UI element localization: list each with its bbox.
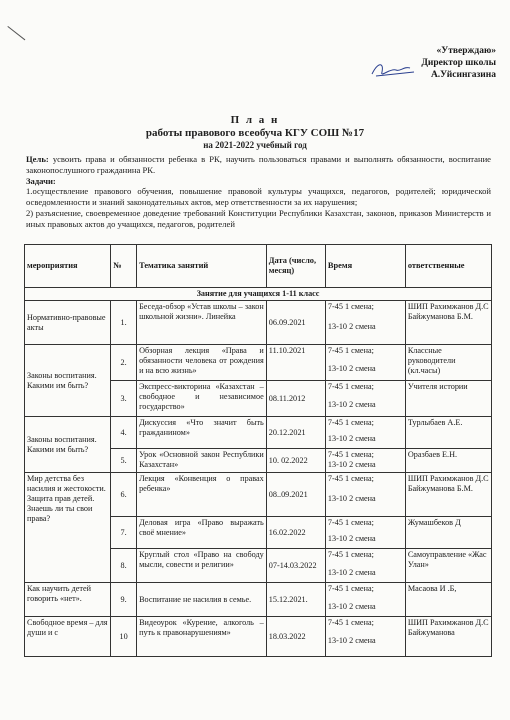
goal-label: Цель: <box>26 154 49 164</box>
row-topic: Дискуссия «Что значит быть гражданином» <box>137 417 267 449</box>
row-topic: Экспресс-викторина «Казахстан – свободное и независимое государство» <box>137 381 267 417</box>
row-time-shift1: 7-45 1 смена; <box>327 584 374 593</box>
row-number: 9. <box>111 583 137 617</box>
row-time-shift1: 7-45 1 смена; <box>327 450 374 459</box>
header-topic: Тематика занятий <box>137 245 267 288</box>
table-row <box>25 583 492 617</box>
row-number: 7. <box>111 517 137 549</box>
row-time <box>325 301 405 345</box>
row-time-shift2: 13-10 2 смена <box>327 400 376 409</box>
plan-table <box>24 244 492 657</box>
row-date: 08.11.2012 <box>266 381 325 417</box>
row-date: 07-14.03.2022 <box>266 549 325 583</box>
header-date: Дата (число, месяц) <box>266 245 325 288</box>
row-responsible: Учителя истории <box>405 381 491 417</box>
goal-text: усвоить права и обязанности ребенка в РК, научить пользоваться правами и выполнять обязанности, воспитание законопослушного гражданина РК. <box>26 154 491 175</box>
table-row <box>25 301 492 345</box>
table-row <box>25 617 492 657</box>
director-signature-icon <box>370 58 418 80</box>
row-responsible: ШИП Рахимжанов Д.С Байжуманова Б.М. <box>405 473 491 517</box>
row-time <box>325 517 405 549</box>
header-responsible: ответственные <box>405 245 491 288</box>
section-row <box>25 288 492 301</box>
row-time <box>325 417 405 449</box>
row-time-shift1: 7-45 1 смена; <box>327 518 374 527</box>
row-topic: Беседа-обзор «Устав школы – закон школьной жизни». Линейка <box>137 301 267 345</box>
row-time-shift2: 13-10 2 смена <box>327 460 376 469</box>
row-topic: Воспитание не насилия в семье. <box>137 583 267 617</box>
page-title: П л а н <box>230 114 280 126</box>
row-responsible: ШИП Рахимжанов Д.С Байжуманова <box>405 617 491 657</box>
row-time <box>325 473 405 517</box>
row-time-shift2: 13-10 2 смена <box>327 636 376 645</box>
row-number: 4. <box>111 417 137 449</box>
row-time-shift1: 7-45 1 смена; <box>327 550 374 559</box>
group-cell: Свободное время – для души и с <box>25 617 111 657</box>
row-time-shift2: 13-10 2 смена <box>327 602 376 611</box>
row-responsible: Масаова И .Б, <box>405 583 491 617</box>
table-row <box>25 473 492 517</box>
table-header-row <box>25 245 492 288</box>
row-responsible: Жумашбеков Д <box>405 517 491 549</box>
row-date: 20.12.2021 <box>266 417 325 449</box>
row-topic: Обзорная лекция «Права и обязанности человека от рождения и на всю жизнь» <box>137 345 267 381</box>
intro-block <box>26 154 491 230</box>
row-time-shift1: 7-45 1 смена; <box>327 418 374 427</box>
approval-block <box>421 45 496 81</box>
group-cell: Мир детства без насилия и жестокости. Защита прав детей. Знаешь ли ты свои права? <box>25 473 111 583</box>
row-time-shift1: 7-45 1 смена; <box>327 382 374 391</box>
row-time <box>325 617 405 657</box>
row-time-shift2: 13-10 2 смена <box>327 322 376 331</box>
tasks-label: Задачи: <box>26 175 56 186</box>
row-time-shift2: 13-10 2 смена <box>327 568 376 577</box>
table-row <box>25 417 492 449</box>
row-responsible: Самоуправление «Жас Улан» <box>405 549 491 583</box>
group-cell: Нормативно-правовые акты <box>25 301 111 345</box>
header-events: мероприятия <box>25 245 111 288</box>
approval-line-3: А.Уйсингазина <box>430 70 496 80</box>
row-time <box>325 549 405 583</box>
row-time-shift2: 13-10 2 смена <box>327 434 376 443</box>
row-responsible: Турлыбаев А.Е. <box>405 417 491 449</box>
row-responsible: ШИП Рахимжанов Д.С Байжуманова Б.М. <box>405 301 491 345</box>
goal-paragraph <box>26 154 491 176</box>
table-row <box>25 345 492 381</box>
row-time <box>325 449 405 473</box>
row-topic: Круглый стол «Право на свободу мысли, совести и религии» <box>137 549 267 583</box>
row-responsible: Классные руководители (кл.часы) <box>405 345 491 381</box>
header-time: Время <box>325 245 405 288</box>
task-2: 2) разъяснение, своевременное доведение требований Конституции Республики Казахстан, законов, приказов Министерств и иных правовых актов до учащихся, педагогов, родителей <box>26 207 491 229</box>
row-time-shift2: 13-10 2 смена <box>327 534 376 543</box>
row-date: 11.10.2021 <box>266 345 325 381</box>
row-date: 16.02.2022 <box>266 517 325 549</box>
row-time-shift1: 7-45 1 смена; <box>327 474 374 483</box>
row-time-shift1: 7-45 1 смена; <box>327 346 374 355</box>
row-topic: Видеоурок «Курение, алкоголь – путь к правонарушениям» <box>137 617 267 657</box>
row-date: 15.12.2021. <box>266 583 325 617</box>
approval-line-1: «Утверждаю» <box>436 46 496 56</box>
row-time-shift1: 7-45 1 смена; <box>327 302 374 311</box>
row-time <box>325 381 405 417</box>
row-time-shift2: 13-10 2 смена <box>327 364 376 373</box>
task-1: 1.осуществление правового обучения, повышение правовой культуры учащихся, педагогов, родителей; юридической осведомленности и знаний законодательных актов, мер ответственности за их нарушения; <box>26 186 491 208</box>
row-number: 2. <box>111 345 137 381</box>
page-subtitle: работы правового всеобуча КГУ СОШ №17 <box>145 127 365 139</box>
school-year: на 2021-2022 учебный год <box>203 140 307 150</box>
row-time-shift2: 13-10 2 смена <box>327 494 376 503</box>
row-number: 10 <box>111 617 137 657</box>
row-time <box>325 583 405 617</box>
row-number: 3. <box>111 381 137 417</box>
row-topic: Лекция «Конвенция о правах ребенка» <box>137 473 267 517</box>
group-cell: Законы воспитания. Какими им быть? <box>25 417 111 473</box>
row-time-shift1: 7-45 1 смена; <box>327 618 374 627</box>
row-date: 08..09.2021 <box>266 473 325 517</box>
row-number: 5. <box>111 449 137 473</box>
row-topic: Урок «Основной закон Республики Казахстан» <box>137 449 267 473</box>
row-date: 10. 02.2022 <box>266 449 325 473</box>
row-time <box>325 345 405 381</box>
row-date: 18.03.2022 <box>266 617 325 657</box>
row-date: 06.09.2021 <box>266 301 325 345</box>
header-number: № <box>111 245 137 288</box>
row-number: 8. <box>111 549 137 583</box>
row-topic: Деловая игра «Право выражать своё мнение» <box>137 517 267 549</box>
approval-line-2: Директор школы <box>421 58 496 68</box>
group-cell: Законы воспитания. Какими им быть? <box>25 345 111 417</box>
row-number: 1. <box>111 301 137 345</box>
group-cell: Как научить детей говорить «нет». <box>25 583 111 617</box>
row-responsible: Оразбаев Е.Н. <box>405 449 491 473</box>
scan-artifact-line <box>7 26 25 40</box>
row-number: 6. <box>111 473 137 517</box>
section-title: Занятие для учащихся 1-11 класс <box>25 288 492 301</box>
